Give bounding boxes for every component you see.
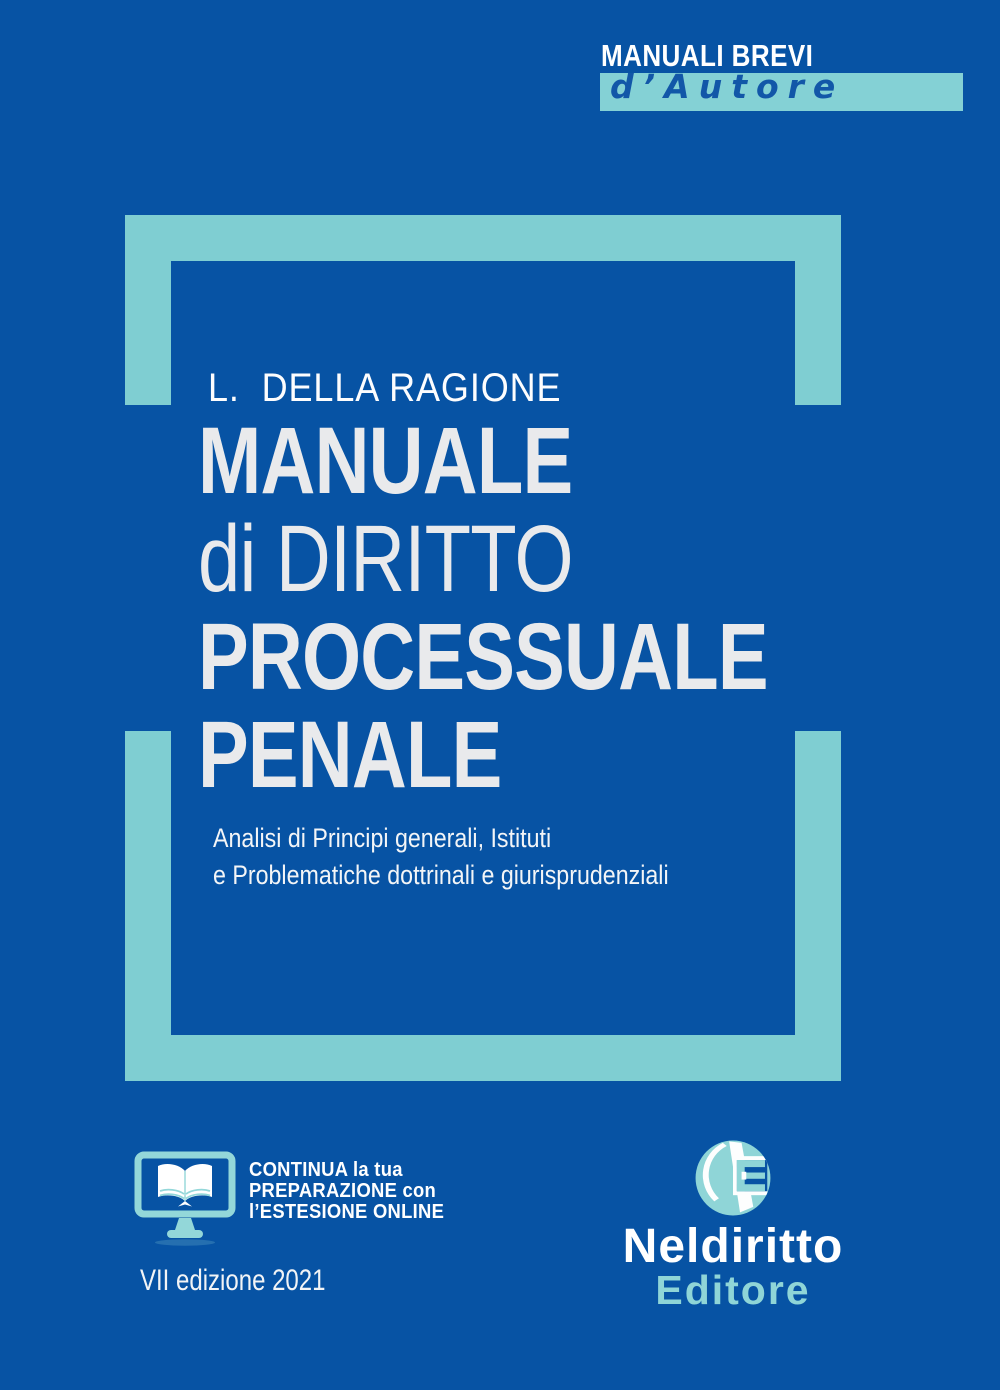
frame-top-bar (125, 215, 841, 261)
ne-monogram-icon (694, 1139, 772, 1217)
author-name: L. DELLA RAGIONE (208, 366, 562, 410)
edition-label: VII edizione 2021 (140, 1264, 326, 1297)
publisher-block (583, 1139, 883, 1311)
badge-line-1: CONTINUA la tua (249, 1159, 403, 1181)
frame-bottom-left-leg (125, 731, 171, 1081)
series-band (600, 67, 963, 111)
title-line-3: PROCESSUALE (198, 604, 768, 710)
book-on-monitor-icon (133, 1150, 241, 1247)
book-subtitle (213, 820, 669, 894)
publisher-name: Neldiritto (622, 1220, 844, 1273)
subtitle-line-2: e Problematiche dottrinali e giurisprudenziali (213, 860, 669, 890)
book-title (198, 408, 768, 808)
badge-line-3: l’ESTESIONE ONLINE (249, 1201, 445, 1223)
title-line-2: di DIRITTO (198, 506, 573, 612)
title-line-1: MANUALE (198, 408, 573, 514)
series-script-label: d’Autore (610, 67, 845, 106)
badge-line-2: PREPARAZIONE con (249, 1180, 437, 1202)
online-extension-text (249, 1160, 444, 1223)
frame-bottom-right-leg (795, 731, 841, 1081)
subtitle-line-1: Analisi di Principi generali, Istituti (213, 823, 552, 853)
series-title: MANUALI BREVI (601, 38, 814, 73)
publisher-subtitle: Editore (655, 1267, 811, 1313)
frame-bottom-bar (125, 1035, 841, 1081)
title-line-4: PENALE (198, 702, 502, 808)
frame-top-left-leg (125, 215, 171, 405)
frame-top-right-leg (795, 215, 841, 405)
